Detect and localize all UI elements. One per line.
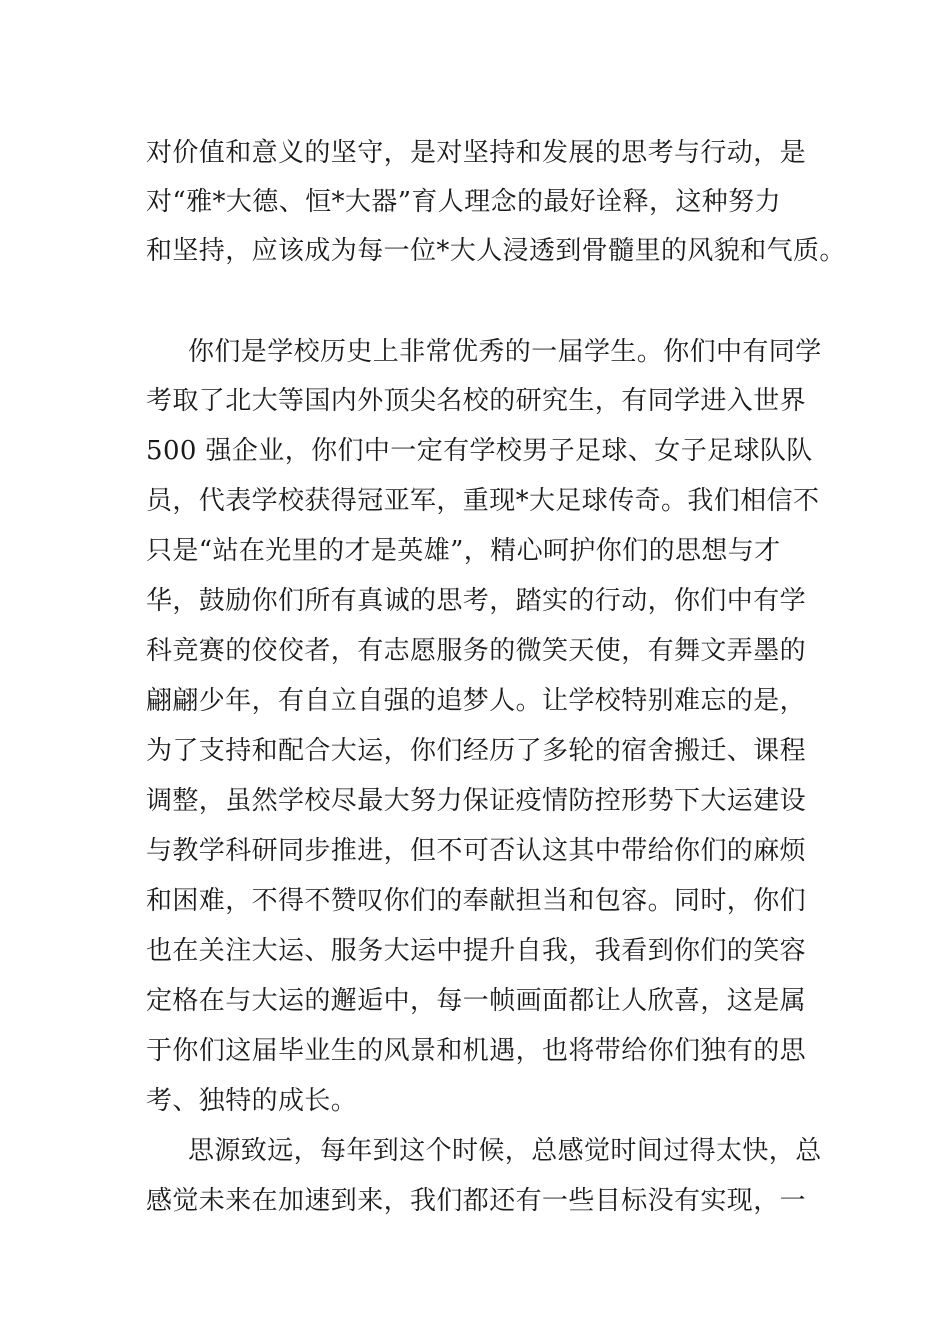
text-line: 只是“站在光里的才是英雄”，精心呵护你们的思想与才 — [146, 536, 781, 566]
text-line: 也在关注大运、服务大运中提升自我，我看到你们的笑容 — [146, 936, 807, 966]
text-line: 为了支持和配合大运，你们经历了多轮的宿舍搬迁、课程 — [146, 736, 807, 766]
text-line: 定格在与大运的邂逅中，每一帧画面都让人欣喜，这是属 — [146, 986, 807, 1016]
paragraph-first-line: 你们是学校历史上非常优秀的一届学生。你们中有同学 — [188, 337, 822, 367]
text-line: 和困难，不得不赞叹你们的奉献担当和包容。同时，你们 — [146, 886, 807, 916]
text-line: 华，鼓励你们所有真诚的思考，踏实的行动，你们中有学 — [146, 586, 807, 616]
text-line: 和坚持，应该成为每一位*大人浸透到骨髓里的风貌和气质。 — [146, 236, 846, 266]
text-line: 对价值和意义的坚守，是对坚持和发展的思考与行动，是 — [146, 138, 807, 168]
text-line: 感觉未来在加速到来，我们都还有一些目标没有实现，一 — [146, 1186, 807, 1216]
text-line: 科竞赛的佼佼者，有志愿服务的微笑天使，有舞文弄墨的 — [146, 636, 807, 666]
text-line: 翩翩少年，有自立自强的追梦人。让学校特别难忘的是， — [146, 686, 807, 716]
text-line: 考取了北大等国内外顶尖名校的研究生，有同学进入世界 — [146, 386, 807, 416]
text-line: 员，代表学校获得冠亚军，重现*大足球传奇。我们相信不 — [146, 486, 820, 516]
paragraph-first-line: 思源致远，每年到这个时候，总感觉时间过得太快，总 — [188, 1136, 822, 1166]
text-line: 与教学科研同步推进，但不可否认这其中带给你们的麻烦 — [146, 836, 807, 866]
text-line: 考、独特的成长。 — [146, 1086, 358, 1116]
text-line: 调整，虽然学校尽最大努力保证疫情防控形势下大运建设 — [146, 786, 807, 816]
text-line: 于你们这届毕业生的风景和机遇，也将带给你们独有的思 — [146, 1036, 807, 1066]
text-line: 500 强企业，你们中一定有学校男子足球、女子足球队队 — [146, 436, 813, 466]
text-line: 对“雅*大德、恒*大器”育人理念的最好诠释，这种努力 — [146, 187, 781, 217]
